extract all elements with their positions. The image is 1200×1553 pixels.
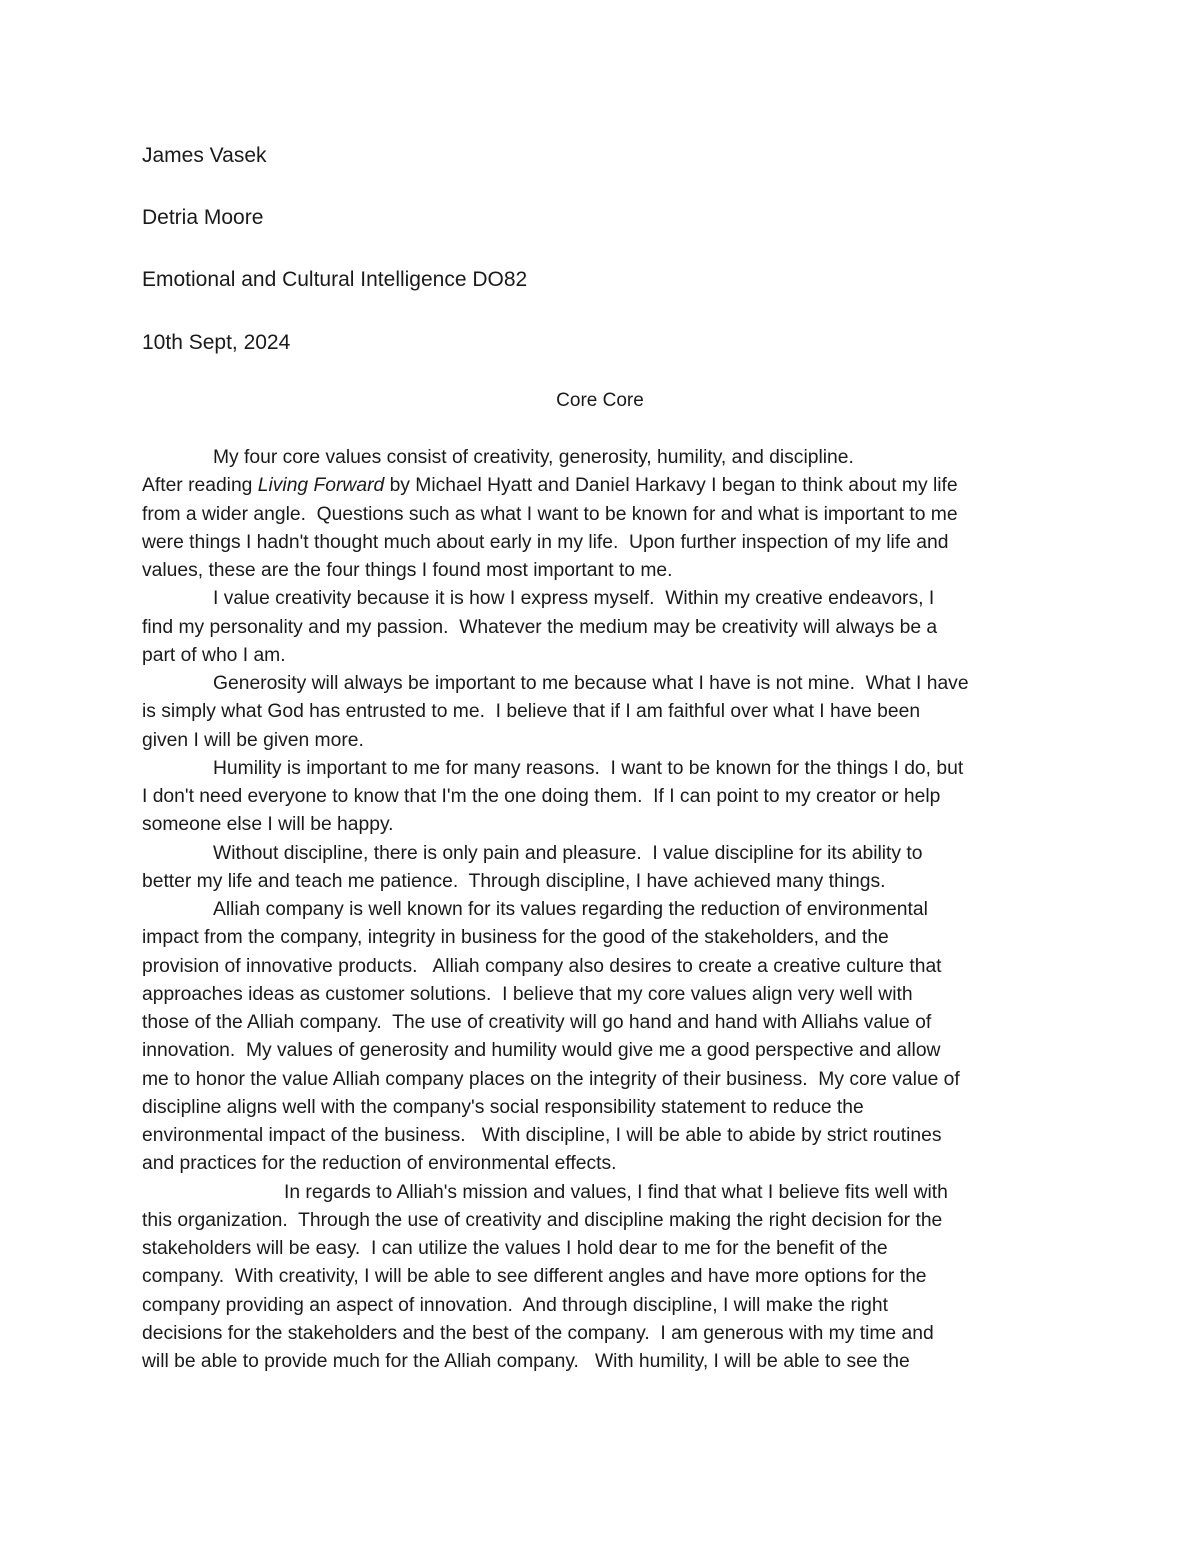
paragraph-line: stakeholders will be easy. I can utilize the values I hold dear to me for the benefit of the bbox=[142, 1238, 888, 1259]
course-name: Emotional and Cultural Intelligence DO82 bbox=[142, 268, 528, 291]
paragraph-line: those of the Alliah company. The use of creativity will go hand and hand with Alliahs value of bbox=[142, 1012, 932, 1033]
paragraph-line: provision of innovative products. Alliah company also desires to create a creative culture that bbox=[142, 955, 942, 977]
paragraph-line: My four core values consist of creativity, generosity, humility, and discipline. bbox=[213, 447, 854, 468]
student-name: James Vasek bbox=[142, 144, 267, 167]
paragraph-line: me to honor the value Alliah company places on the integrity of their business. My core value of bbox=[142, 1068, 960, 1090]
paragraph-line: I don't need everyone to know that I'm the one doing them. If I can point to my creator or help bbox=[142, 786, 941, 807]
paragraph-line: innovation. My values of generosity and humility would give me a good perspective and allow bbox=[142, 1040, 941, 1062]
paragraph-line: decisions for the stakeholders and the best of the company. I am generous with my time and bbox=[142, 1322, 934, 1344]
document-date: 10th Sept, 2024 bbox=[142, 331, 291, 354]
paragraph-line: Alliah company is well known for its values regarding the reduction of environmental bbox=[213, 899, 928, 920]
paragraph-line: In regards to Alliah's mission and values, I find that what I believe fits well with bbox=[284, 1181, 948, 1203]
paragraph-line: I value creativity because it is how I express myself. Within my creative endeavors, I bbox=[213, 588, 935, 610]
paragraph-line: this organization. Through the use of creativity and discipline making the right decision for the bbox=[142, 1209, 943, 1231]
paragraph-line: is simply what God has entrusted to me. I believe that if I am faithful over what I have been bbox=[142, 701, 921, 723]
paragraph-line: will be able to provide much for the Alliah company. With humility, I will be able to see the bbox=[142, 1351, 910, 1372]
paragraph-line: someone else I will be happy. bbox=[142, 814, 394, 836]
paragraph-line: better my life and teach me patience. Through discipline, I have achieved many things. bbox=[142, 870, 886, 892]
text-run: After reading bbox=[142, 475, 258, 497]
paragraph-line: were things I hadn't thought much about early in my life. Upon further inspection of my life and bbox=[142, 531, 949, 553]
paragraph-line: find my personality and my passion. Whatever the medium may be creativity will always be a bbox=[142, 616, 938, 638]
paragraph-line: Without discipline, there is only pain and pleasure. I value discipline for its ability to bbox=[213, 842, 923, 864]
paragraph-line: Generosity will always be important to me because what I have is not mine. What I have bbox=[213, 673, 969, 694]
instructor-name: Detria Moore bbox=[142, 206, 264, 229]
paragraph-line: discipline aligns well with the company's social responsibility statement to reduce the bbox=[142, 1096, 864, 1118]
paragraph-line: Humility is important to me for many reasons. I want to be known for the things I do, but bbox=[213, 757, 964, 779]
paragraph-line bbox=[142, 472, 1072, 500]
book-title: Living Forward bbox=[257, 475, 385, 497]
paragraph-line: values, these are the four things I found most important to me. bbox=[142, 560, 673, 581]
document-body bbox=[142, 444, 1072, 1376]
paragraph-line: part of who I am. bbox=[142, 644, 286, 666]
paragraph-line: and practices for the reduction of environmental effects. bbox=[142, 1153, 617, 1175]
paragraph-line: company providing an aspect of innovation. And through discipline, I will make the right bbox=[142, 1294, 888, 1316]
paragraph-line: company. With creativity, I will be able to see different angles and have more options for the bbox=[142, 1266, 927, 1288]
paragraph-line: approaches ideas as customer solutions. I believe that my core values align very well with bbox=[142, 983, 913, 1005]
text-run: by Michael Hyatt and Daniel Harkavy I began to think about my life bbox=[384, 475, 958, 497]
paragraph-line: impact from the company, integrity in business for the good of the stakeholders, and the bbox=[142, 927, 889, 949]
paragraph-line: from a wider angle. Questions such as what I want to be known for and what is important to me bbox=[142, 503, 958, 525]
paragraph-line: given I will be given more. bbox=[142, 729, 364, 751]
document-title: Core Core bbox=[556, 390, 644, 411]
paragraph-line: environmental impact of the business. With discipline, I will be able to abide by strict routines bbox=[142, 1125, 942, 1146]
